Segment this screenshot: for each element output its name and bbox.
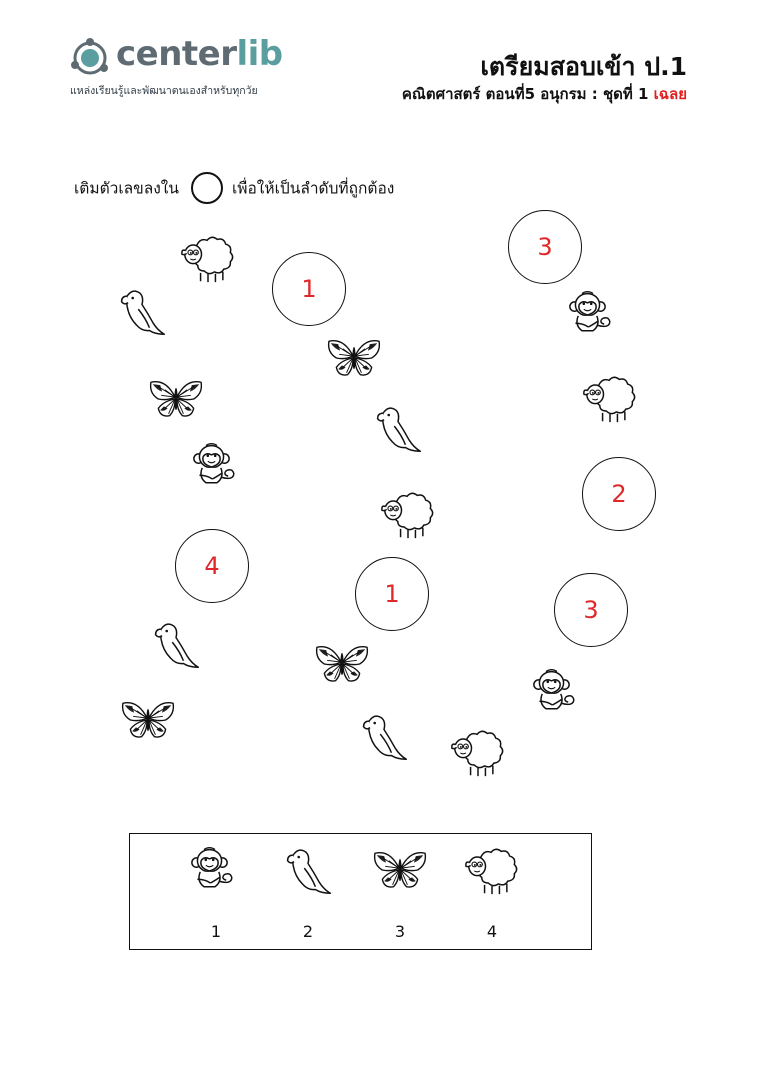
sheep-icon: [582, 372, 638, 424]
answer-circle[interactable]: 1: [355, 557, 429, 631]
logo-word-accent: lib: [236, 34, 283, 74]
legend-item-sheep: [462, 844, 522, 941]
legend-item-parrot: [278, 844, 338, 941]
butterfly-icon: [326, 332, 382, 384]
logo-wordmark: [116, 34, 283, 74]
legend-number: 4: [486, 922, 498, 941]
logo-word-main: center: [116, 34, 237, 74]
parrot-icon: [148, 618, 204, 670]
monkey-icon: [190, 440, 246, 492]
logo-tagline: แหล่งเรียนรู้และพัฒนาตนเองสำหรับทุกวัย: [70, 85, 258, 97]
centerlib-logo: [68, 32, 308, 102]
answer-circle[interactable]: 3: [554, 573, 628, 647]
answer-circle[interactable]: 2: [582, 457, 656, 531]
butterfly-icon: [314, 638, 370, 690]
parrot-icon: [356, 710, 412, 762]
answer-key-label: เฉลย: [653, 85, 687, 103]
answer-circle[interactable]: 4: [175, 529, 249, 603]
answer-circle[interactable]: 1: [272, 252, 346, 326]
instruction: [74, 172, 394, 200]
monkey-icon: [566, 288, 622, 340]
sheep-icon: [450, 726, 506, 778]
butterfly-icon: [372, 844, 428, 896]
answer-circle[interactable]: 3: [508, 210, 582, 284]
sheep-icon: [180, 232, 236, 284]
subtitle-text: คณิตศาสตร์ ตอนที่5 อนุกรม : ชุดที่ 1: [401, 85, 649, 103]
parrot-icon: [114, 285, 170, 337]
butterfly-icon: [148, 373, 204, 425]
butterfly-icon: [120, 694, 176, 746]
sheep-icon: [380, 488, 436, 540]
legend-number: 3: [394, 922, 406, 941]
legend-item-butterfly: [370, 844, 430, 941]
parrot-icon: [280, 844, 336, 896]
legend-number: 1: [210, 922, 222, 941]
page-subtitle: [402, 82, 687, 106]
instruction-before: เติมตัวเลขลงใน: [74, 179, 179, 198]
legend-number: 2: [302, 922, 314, 941]
legend-box: [129, 833, 592, 950]
monkey-icon: [530, 666, 586, 718]
centerlib-logo-icon: [68, 36, 112, 80]
sheep-icon: [464, 844, 520, 896]
monkey-icon: [188, 844, 244, 896]
legend-item-monkey: [186, 844, 246, 941]
sample-circle: [191, 172, 223, 204]
instruction-after: เพื่อให้เป็นลำดับที่ถูกต้อง: [231, 179, 395, 198]
page-title: เตรียมสอบเข้า ป.1: [480, 52, 687, 81]
parrot-icon: [370, 402, 426, 454]
